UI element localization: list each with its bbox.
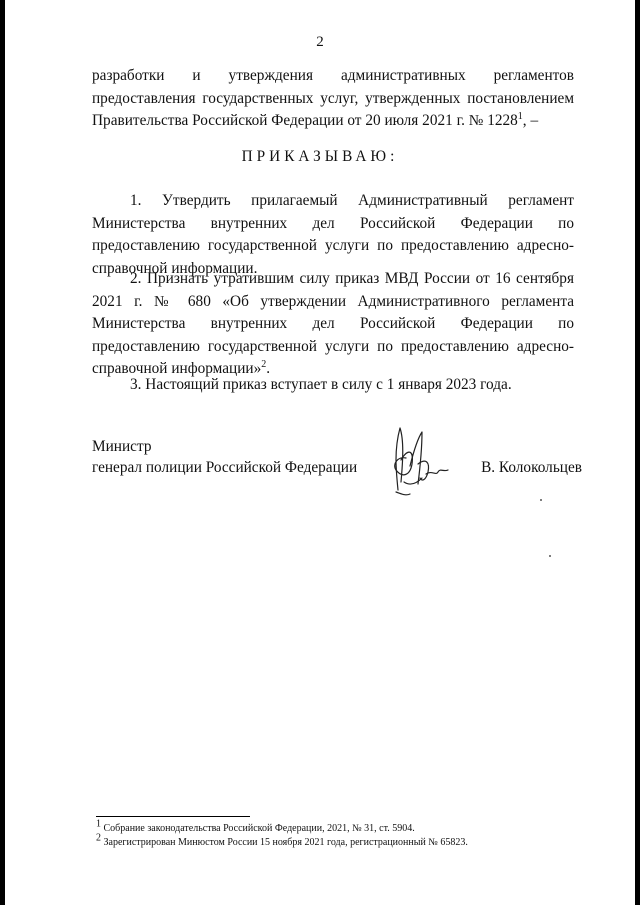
scan-edge-right	[635, 0, 640, 905]
signatory-name: В. Колокольцев	[481, 459, 582, 476]
intro-line-1: разработки и утверждения административных регламентов	[92, 67, 574, 84]
handwritten-signature	[376, 420, 456, 500]
signature-block	[92, 438, 582, 508]
order-item-2: 2. Признать утратившим силу приказ МВД России от 16 сентября 2021 г. № 680 «Об утверждении Административного регламента Министерства внутренних дел Российской Федерации по предоставлению государственной услуги по предоставлению адресно-справочной информации»$^2$.	[92, 270, 574, 377]
footnote-1: $^1$ Собрание законодательства Российской Федерации, 2021, № 31, ст. 5904.	[96, 818, 415, 834]
intro-line-3: Правительства Российской Федерации от 20 июля 2021 г. № 1228$^1$, –	[92, 110, 539, 129]
order-item-1: 1. Утвердить прилагаемый Административный регламент Министерства внутренних дел Российской Федерации по предоставлению государственной услуги по предоставлению адресно-справочной информации.	[92, 192, 574, 277]
intro-paragraph	[92, 65, 574, 133]
scan-speck	[549, 555, 551, 557]
footnotes	[96, 818, 576, 850]
order-item-3: 3. Настоящий приказ вступает в силу с 1 января 2023 года.	[130, 376, 512, 393]
signatory-title-line-2: генерал полиции Российской Федерации	[92, 459, 358, 476]
footnote-ref-2: 2	[261, 358, 267, 370]
scan-speck	[540, 499, 542, 501]
page-number: 2	[316, 34, 324, 50]
scan-edge-left	[0, 0, 5, 905]
footnote-separator	[96, 816, 250, 817]
footnote-2: $^2$ Зарегистрирован Минюстом России 15 ноября 2021 года, регистрационный № 65823.	[96, 832, 468, 848]
footnote-ref-1: 1	[517, 110, 523, 122]
decree-heading: ПРИКАЗЫВАЮ:	[241, 148, 399, 165]
signatory-title-line-1: Министр	[92, 438, 152, 455]
intro-line-2: предоставления государственных услуг, утвержденных постановлением	[92, 89, 574, 107]
